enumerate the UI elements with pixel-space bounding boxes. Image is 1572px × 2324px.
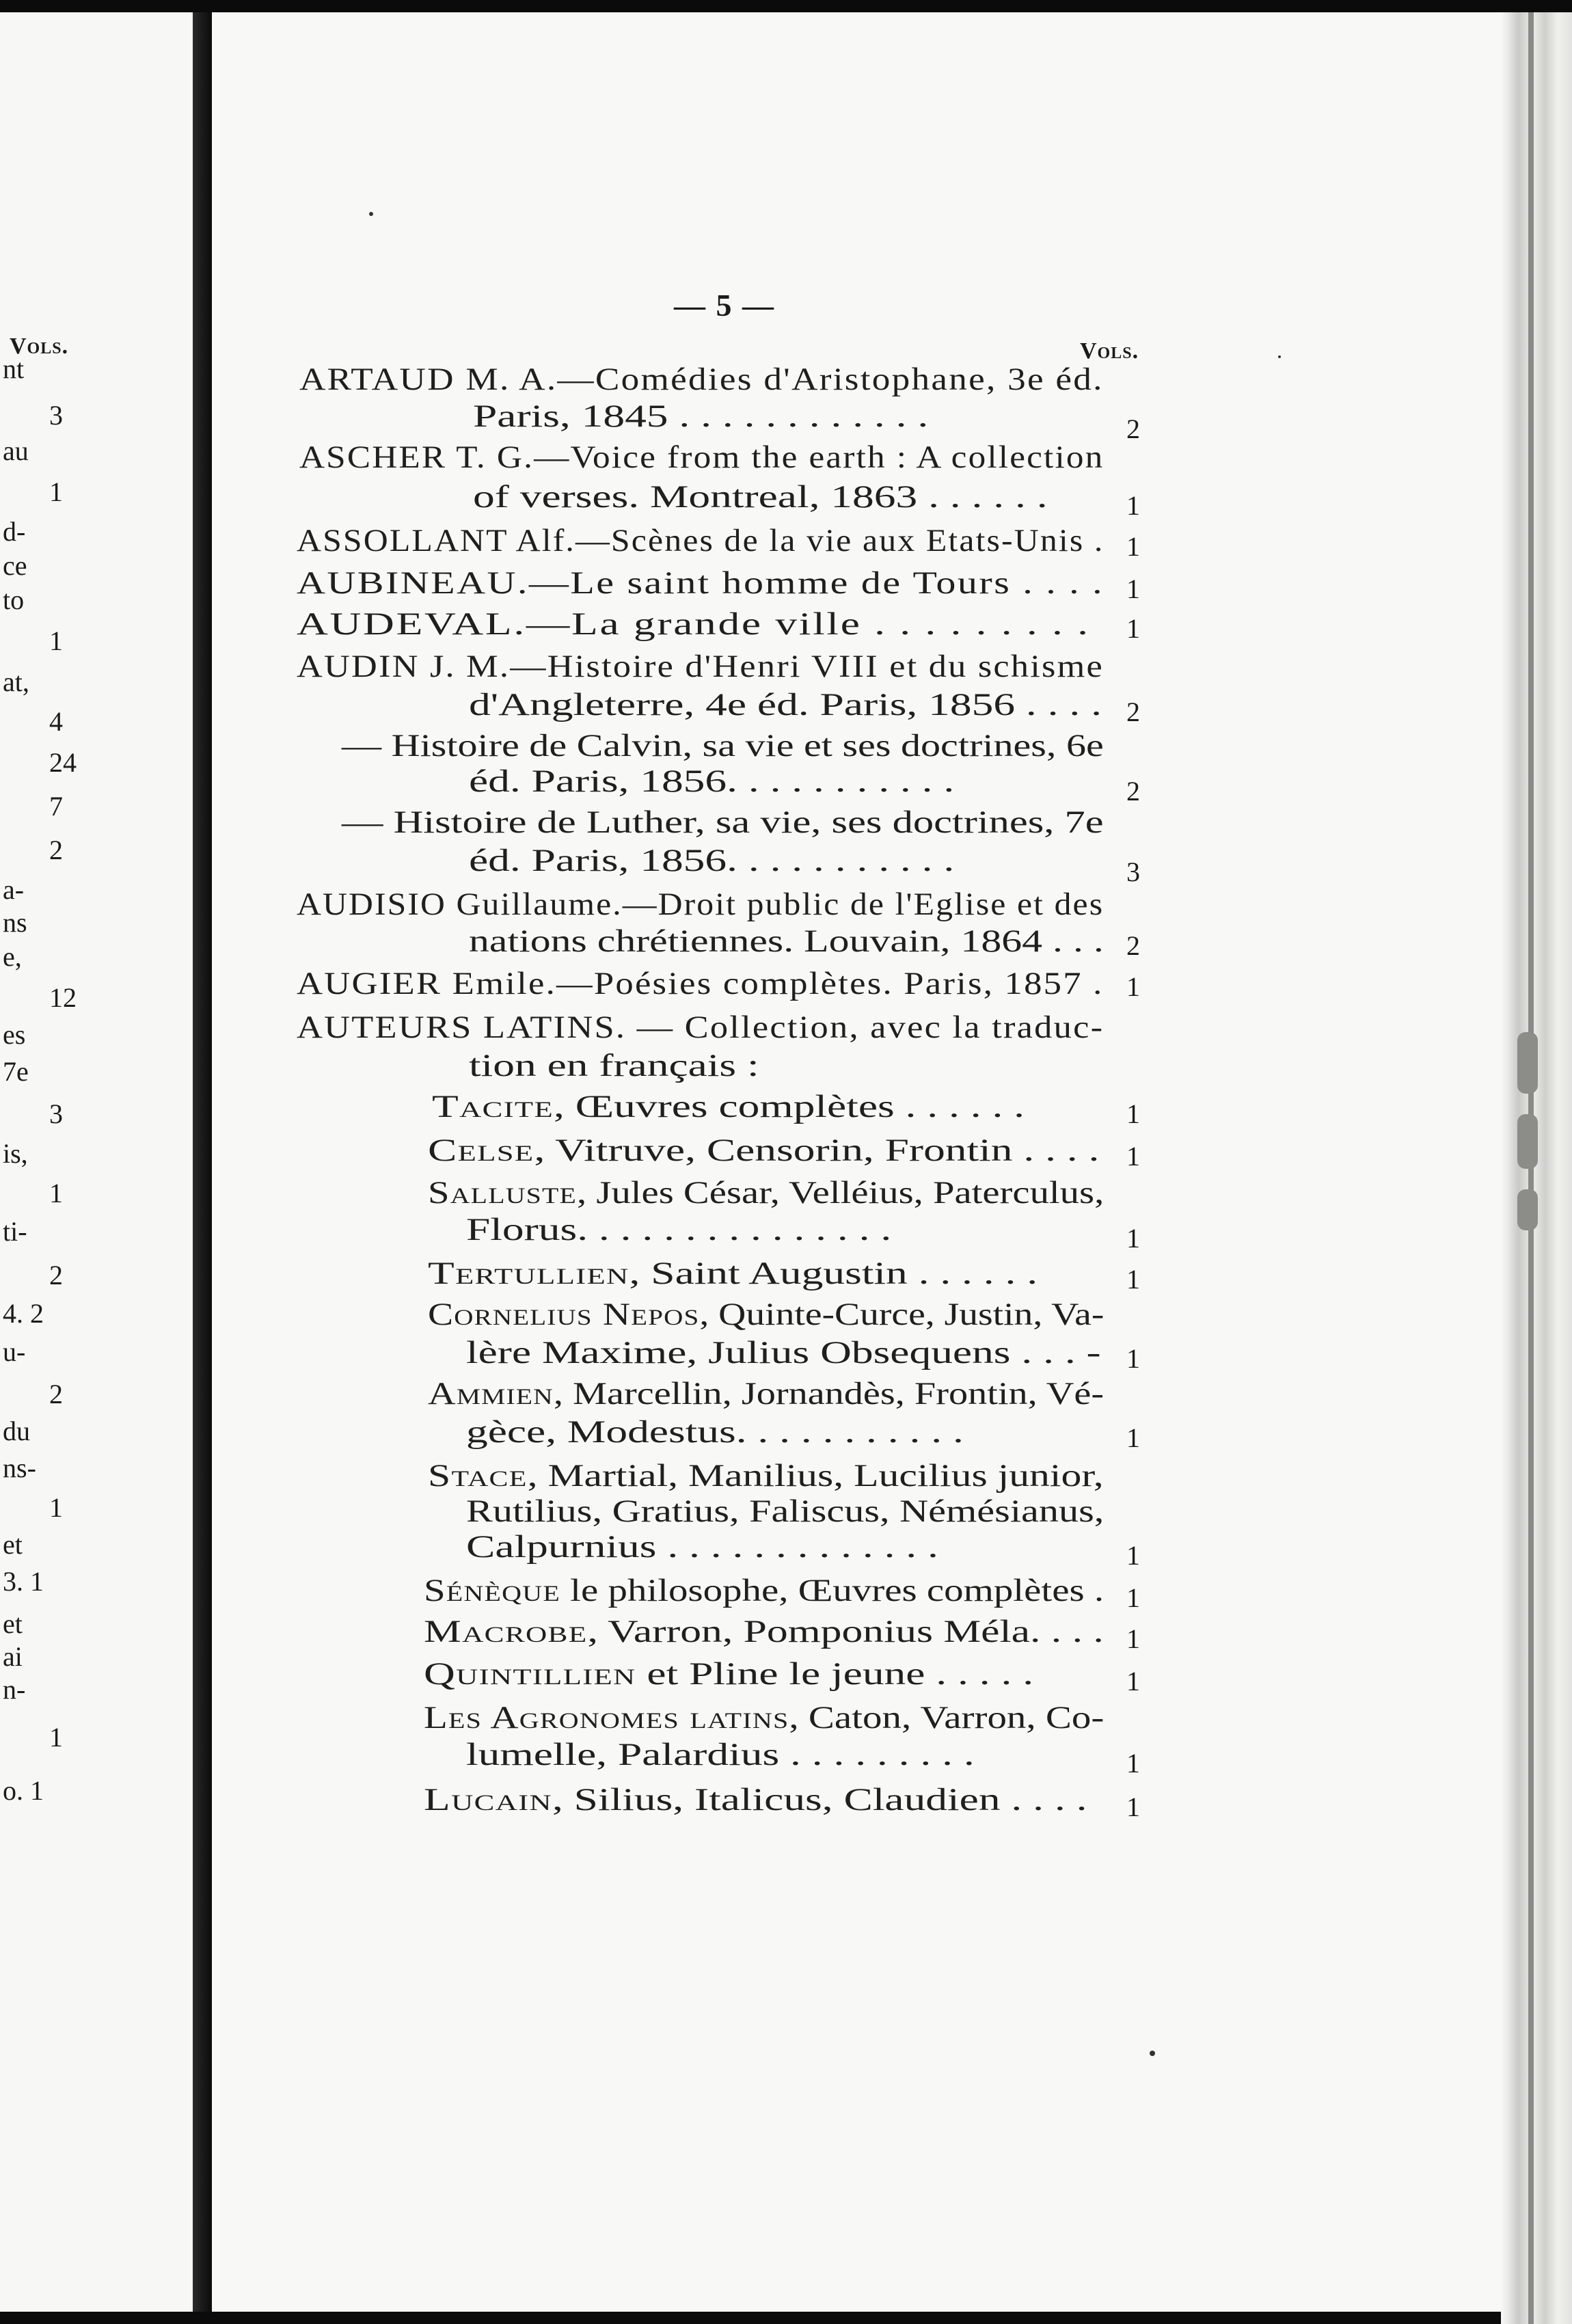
- catalogue-entry-line: [297, 649, 1104, 684]
- previous-page-fragment-text: 1: [49, 1492, 63, 1523]
- volume-count: 3: [1126, 856, 1140, 887]
- catalogue-entry-line: [342, 728, 1104, 764]
- volume-count: 2: [1126, 776, 1140, 807]
- volume-count: 1: [1126, 1422, 1140, 1453]
- volume-count: 1: [1126, 1343, 1140, 1374]
- catalogue-entry-continuation: [473, 398, 929, 434]
- catalogue-entry-line: [432, 1089, 1025, 1124]
- volume-count: 1: [1126, 1666, 1140, 1697]
- catalogue-entry-line: [424, 1573, 1105, 1608]
- entry-text: tion en français :: [469, 1048, 759, 1083]
- entry-text: Quintillien et Pline le jeune . . . . .: [424, 1656, 1034, 1692]
- previous-page-fragment-text: 24: [49, 747, 77, 778]
- catalogue-entry-continuation: [466, 1335, 1101, 1370]
- entry-text: Cornelius Nepos, Quinte-Curce, Justin, Va-: [428, 1297, 1105, 1332]
- previous-page-fragment-text: 7e: [3, 1056, 29, 1087]
- catalogue-entry-continuation: [469, 687, 1102, 722]
- entry-text: ASCHER T. G.—Voice from the earth : A collection: [299, 440, 1105, 475]
- catalogue-entry-continuation: [469, 1048, 759, 1083]
- volume-count: 1: [1126, 1141, 1140, 1172]
- catalogue-entry-line: [424, 1700, 1105, 1735]
- entry-text: Macrobe, Varron, Pomponius Méla. . . .: [424, 1614, 1104, 1649]
- volume-count: 1: [1126, 971, 1140, 1002]
- previous-page-fragment-text: ns-: [3, 1452, 36, 1483]
- previous-page-vols-header: Vols.: [10, 334, 69, 359]
- previous-page-fragment-text: n-: [3, 1674, 26, 1705]
- catalogue-entry-continuation: [469, 923, 1104, 959]
- volume-count: 1: [1126, 613, 1140, 644]
- previous-page-fragment-text: 1: [49, 625, 63, 656]
- previous-page-fragment-text: nt: [3, 353, 25, 384]
- entry-text: Ammien, Marcellin, Jornandès, Frontin, Vé-: [428, 1376, 1105, 1411]
- entry-text: Rutilius, Gratius, Faliscus, Némésianus,: [466, 1494, 1105, 1529]
- entry-text: nations chrétiennes. Louvain, 1864 . . .: [469, 923, 1104, 959]
- previous-page-fragment-text: du: [3, 1416, 30, 1446]
- entry-text: éd. Paris, 1856. . . . . . . . . . .: [469, 843, 955, 878]
- previous-page-fragment-text: ti-: [3, 1216, 27, 1247]
- previous-page-fragment-text: 1: [49, 476, 63, 507]
- previous-page-fragment-text: et: [3, 1608, 23, 1639]
- entry-text: éd. Paris, 1856. . . . . . . . . . .: [469, 764, 955, 799]
- catalogue-entry-line: [297, 523, 1105, 558]
- previous-page-fragment-text: et: [3, 1529, 23, 1560]
- entry-text: lumelle, Palardius . . . . . . . . .: [466, 1737, 975, 1772]
- entry-text: lère Maxime, Julius Obsequens . . . -: [466, 1335, 1101, 1370]
- previous-page-fragment-text: is,: [3, 1138, 28, 1169]
- paper-speck: [1150, 2051, 1155, 2056]
- previous-page-fragment-text: o. 1: [3, 1775, 44, 1806]
- entry-text: Stace, Martial, Manilius, Lucilius junior,: [428, 1458, 1104, 1494]
- volume-count: 1: [1126, 1582, 1140, 1613]
- volume-count: 1: [1126, 1623, 1140, 1654]
- entry-text: — Histoire de Luther, sa vie, ses doctrines, 7e: [342, 805, 1104, 840]
- catalogue-entry-line: [424, 1614, 1104, 1649]
- catalogue-entry-continuation: [466, 1212, 892, 1247]
- catalogue-entry-line: [297, 606, 1090, 642]
- catalogue-entry-line: [428, 1376, 1105, 1411]
- catalogue-entry-continuation: [466, 1737, 975, 1772]
- volume-count: 2: [1126, 414, 1140, 444]
- catalogue-entry-line: [299, 440, 1105, 475]
- volume-count: 1: [1126, 1098, 1140, 1129]
- catalogue-entry-line: [299, 362, 1104, 397]
- catalogue-entry-line: [297, 966, 1104, 1001]
- entry-text: AUDIN J. M.—Histoire d'Henri VIII et du schisme: [297, 649, 1104, 684]
- bleed-through-mark: [1517, 1032, 1538, 1094]
- previous-page-fragment: [0, 12, 193, 2312]
- previous-page-fragment-text: e,: [3, 941, 22, 972]
- catalogue-entry-line: [297, 887, 1105, 922]
- catalogue-entry-continuation: [469, 843, 955, 878]
- entry-text: d'Angleterre, 4e éd. Paris, 1856 . . . .: [469, 687, 1102, 722]
- entry-text: of verses. Montreal, 1863 . . . . . .: [473, 479, 1048, 515]
- previous-page-fragment-text: 4. 2: [3, 1298, 44, 1329]
- entry-text: Calpurnius . . . . . . . . . . . . .: [466, 1529, 938, 1565]
- previous-page-fragment-text: 2: [49, 1379, 63, 1409]
- page-number: — 5 —: [674, 288, 775, 323]
- entry-text: ARTAUD M. A.—Comédies d'Aristophane, 3e éd.: [299, 362, 1104, 397]
- catalogue-entry-line: [297, 1010, 1105, 1045]
- volume-count: 1: [1126, 490, 1140, 521]
- volume-count: 2: [1126, 930, 1140, 961]
- catalogue-entry-continuation: [469, 764, 955, 799]
- volume-count: 2: [1126, 697, 1140, 727]
- gutter-shadow: [193, 12, 212, 2312]
- entry-text: Les Agronomes latins, Caton, Varron, Co-: [424, 1700, 1105, 1735]
- previous-page-fragment-text: ce: [3, 550, 27, 581]
- previous-page-fragment-text: 7: [49, 791, 63, 822]
- entry-text: AUBINEAU.—Le saint homme de Tours . . . .: [297, 565, 1105, 601]
- vols-column-header: Vols.: [1080, 338, 1139, 364]
- volume-count: 1: [1126, 1540, 1140, 1571]
- catalogue-entry-line: [424, 1782, 1087, 1818]
- catalogue-entry-line: [428, 1133, 1100, 1168]
- previous-page-fragment-text: at,: [3, 666, 29, 697]
- catalogue-entry-line: [297, 565, 1105, 601]
- volume-count: 1: [1126, 1748, 1140, 1779]
- volume-count: 1: [1126, 531, 1140, 562]
- previous-page-fragment-text: u-: [3, 1336, 26, 1367]
- catalogue-entry-line: [342, 805, 1104, 840]
- entry-text: — Histoire de Calvin, sa vie et ses doctrines, 6e: [342, 728, 1104, 764]
- previous-page-fragment-text: 2: [49, 1260, 63, 1291]
- entry-text: Tertullien, Saint Augustin . . . . . .: [428, 1256, 1038, 1291]
- catalogue-entry-line: [428, 1175, 1105, 1211]
- previous-page-fragment-text: d-: [3, 516, 26, 547]
- previous-page-fragment-text: a-: [3, 874, 25, 905]
- previous-page-fragment-text: to: [3, 584, 25, 615]
- catalogue-entry-continuation: [466, 1529, 938, 1565]
- paper-speck: [1278, 355, 1281, 358]
- entry-text: Florus. . . . . . . . . . . . . . .: [466, 1212, 892, 1247]
- catalogue-entry-line: [428, 1458, 1104, 1494]
- previous-page-fragment-text: ns: [3, 907, 27, 938]
- entry-text: ASSOLLANT Alf.—Scènes de la vie aux Etats-Unis .: [297, 523, 1105, 558]
- entry-text: AUDISIO Guillaume.—Droit public de l'Eglise et des: [297, 887, 1105, 922]
- catalogue-entry-line: [428, 1297, 1105, 1332]
- catalogue-entry-continuation: [473, 479, 1048, 515]
- previous-page-fragment-text: 1: [49, 1178, 63, 1208]
- volume-count: 1: [1126, 1223, 1140, 1254]
- previous-page-fragment-text: 12: [49, 982, 77, 1013]
- volume-count: 1: [1126, 1792, 1140, 1822]
- entry-text: Celse, Vitruve, Censorin, Frontin . . . .: [428, 1133, 1100, 1168]
- entry-text: AUTEURS LATINS. — Collection, avec la traduc-: [297, 1010, 1105, 1045]
- previous-page-fragment-text: 3: [49, 400, 63, 431]
- entry-text: gèce, Modestus. . . . . . . . . . .: [466, 1414, 964, 1450]
- previous-page-fragment-text: 4: [49, 706, 63, 737]
- catalogue-entry-continuation: [466, 1494, 1105, 1529]
- stacked-page-edges: [1501, 12, 1572, 2324]
- entry-text: Salluste, Jules César, Velléius, Paterculus,: [428, 1175, 1105, 1211]
- bleed-through-mark: [1517, 1114, 1538, 1169]
- entry-text: Lucain, Silius, Italicus, Claudien . . . .: [424, 1782, 1087, 1818]
- entry-text: Tacite, Œuvres complètes . . . . . .: [432, 1089, 1025, 1124]
- volume-count: 1: [1126, 1264, 1140, 1295]
- bleed-through-mark: [1517, 1189, 1538, 1230]
- previous-page-fragment-text: ai: [3, 1641, 23, 1672]
- catalogue-entry-line: [424, 1656, 1034, 1692]
- entry-text: Paris, 1845 . . . . . . . . . . . .: [473, 398, 929, 434]
- entry-text: AUDEVAL.—La grande ville . . . . . . . . .: [297, 606, 1090, 642]
- entry-text: Sénèque le philosophe, Œuvres complètes .: [424, 1573, 1105, 1608]
- entry-text: AUGIER Emile.—Poésies complètes. Paris, 1857 .: [297, 966, 1104, 1001]
- previous-page-fragment-text: 3. 1: [3, 1566, 44, 1597]
- paper-speck: [369, 212, 373, 216]
- catalogue-entry-continuation: [466, 1414, 964, 1450]
- previous-page-fragment-text: es: [3, 1019, 26, 1050]
- previous-page-fragment-text: 2: [49, 835, 63, 865]
- previous-page-fragment-text: au: [3, 435, 29, 466]
- catalogue-entry-line: [428, 1256, 1038, 1291]
- volume-count: 1: [1126, 573, 1140, 604]
- previous-page-fragment-text: 3: [49, 1098, 63, 1129]
- previous-page-fragment-text: 1: [49, 1722, 63, 1753]
